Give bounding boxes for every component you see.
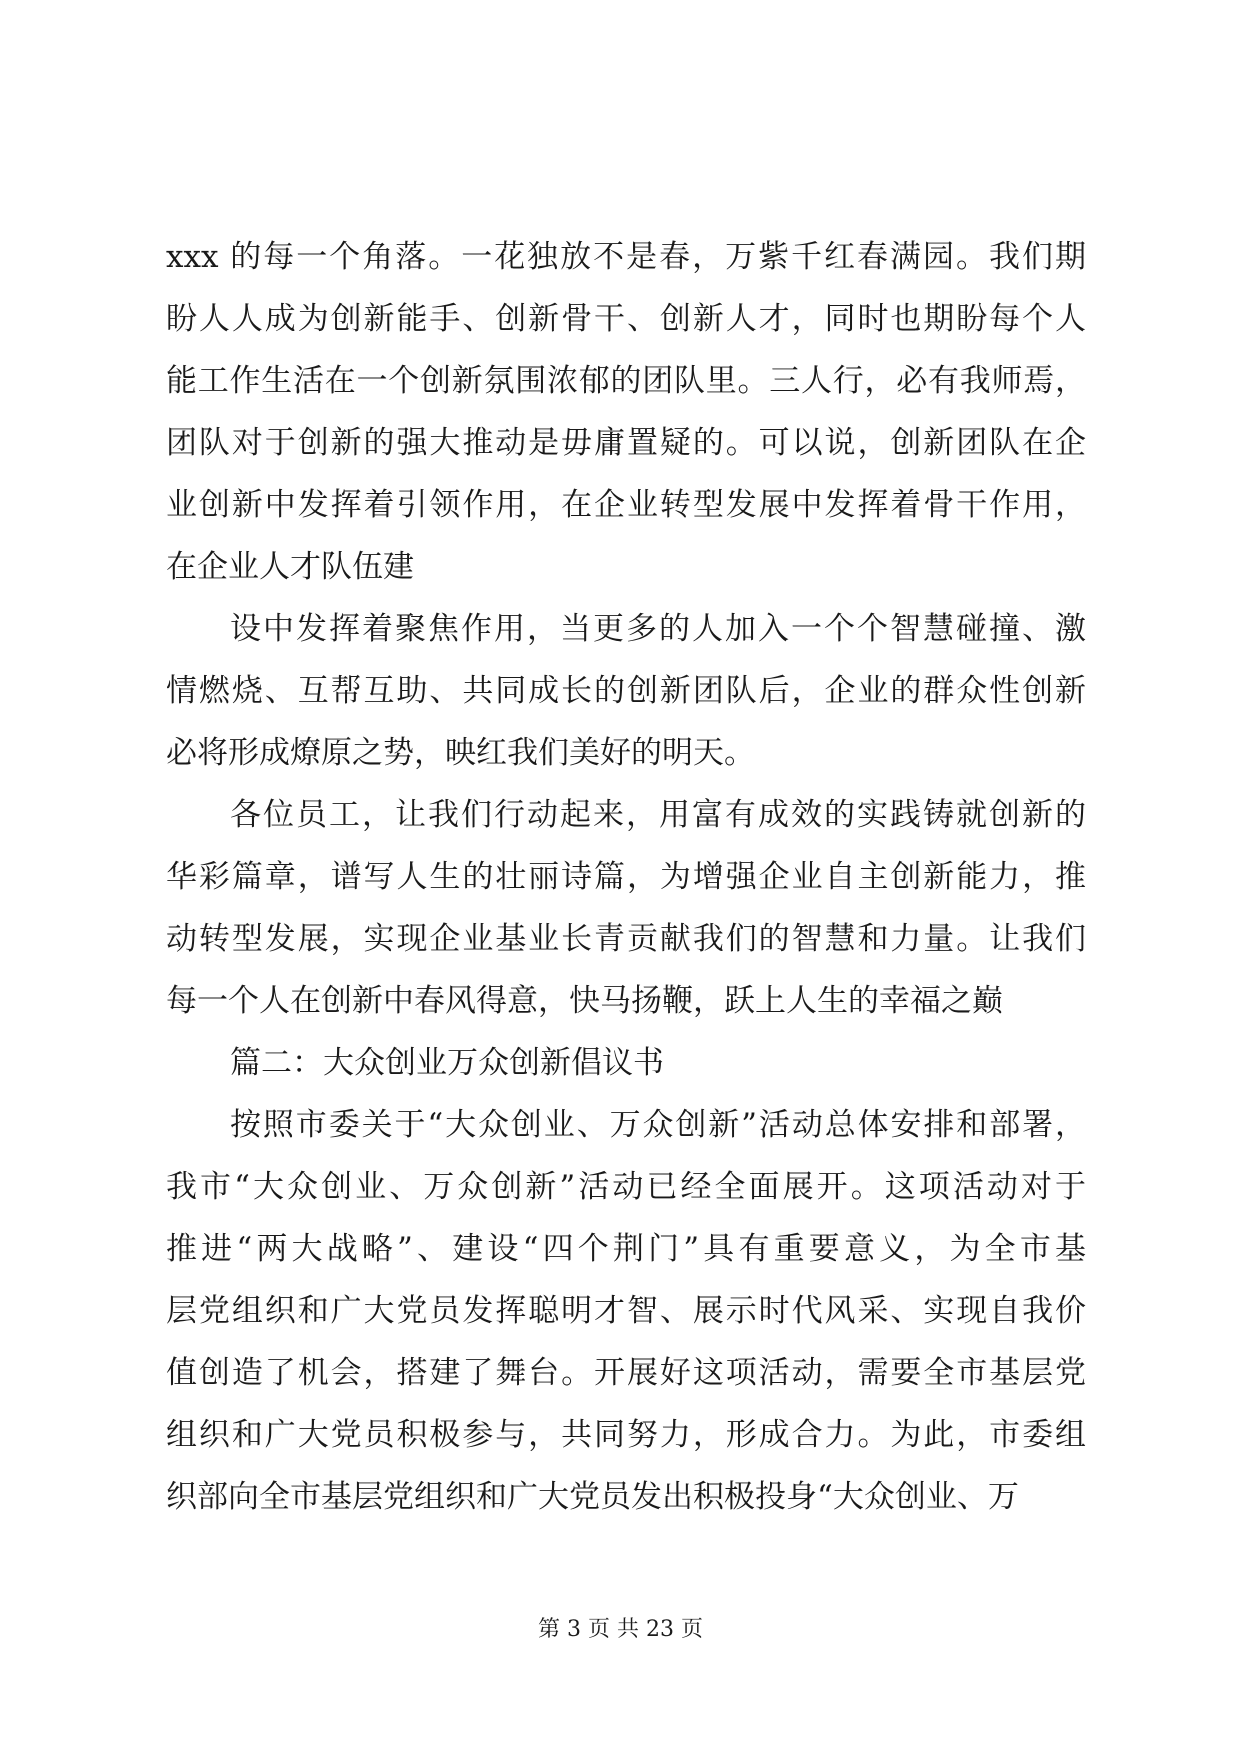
text-line: 盼人人成为创新能手、创新骨干、创新人才，同时也期盼每个人 [166, 301, 1086, 337]
text-line: 推进“两大战略”、建设“四个荆门”具有重要意义，为全市基 [166, 1231, 1086, 1267]
body-text [166, 226, 1086, 1528]
text-line: xxx 的每一个角落。一花独放不是春，万紫千红春满园。我们期 [166, 239, 1086, 275]
text-line: 在企业人才队伍建 [166, 549, 414, 585]
text-line: 能工作生活在一个创新氛围浓郁的团队里。三人行，必有我师焉， [166, 363, 1086, 399]
text-line: 情燃烧、互帮互助、共同成长的创新团队后，企业的群众性创新 [166, 673, 1086, 709]
text-line: 按照市委关于“大众创业、万众创新”活动总体安排和部署， [230, 1107, 1086, 1143]
text-line: 每一个人在创新中春风得意，快马扬鞭，跃上人生的幸福之巅 [166, 983, 1003, 1019]
text-line: 华彩篇章，谱写人生的壮丽诗篇，为增强企业自主创新能力，推 [166, 859, 1086, 895]
text-line: 篇二：大众创业万众创新倡议书 [230, 1045, 664, 1081]
text-line: 设中发挥着聚焦作用，当更多的人加入一个个智慧碰撞、激 [230, 611, 1086, 647]
text-line: 业创新中发挥着引领作用，在企业转型发展中发挥着骨干作用， [166, 487, 1086, 523]
text-line: 各位员工，让我们行动起来，用富有成效的实践铸就创新的 [230, 797, 1086, 833]
page-footer: 第 3 页 共 23 页 [538, 1617, 703, 1642]
text-line: 我市“大众创业、万众创新”活动已经全面展开。这项活动对于 [166, 1169, 1086, 1205]
text-line: 动转型发展，实现企业基业长青贡献我们的智慧和力量。让我们 [166, 921, 1086, 957]
text-line: 组织和广大党员积极参与，共同努力，形成合力。为此，市委组 [166, 1417, 1086, 1453]
text-line: 值创造了机会，搭建了舞台。开展好这项活动，需要全市基层党 [166, 1355, 1086, 1391]
text-line: 团队对于创新的强大推动是毋庸置疑的。可以说，创新团队在企 [166, 425, 1086, 461]
text-line: 层党组织和广大党员发挥聪明才智、展示时代风采、实现自我价 [166, 1293, 1086, 1329]
text-line: 必将形成燎原之势，映红我们美好的明天。 [166, 735, 755, 771]
text-line: 织部向全市基层党组织和广大党员发出积极投身“大众创业、万 [166, 1479, 1019, 1515]
